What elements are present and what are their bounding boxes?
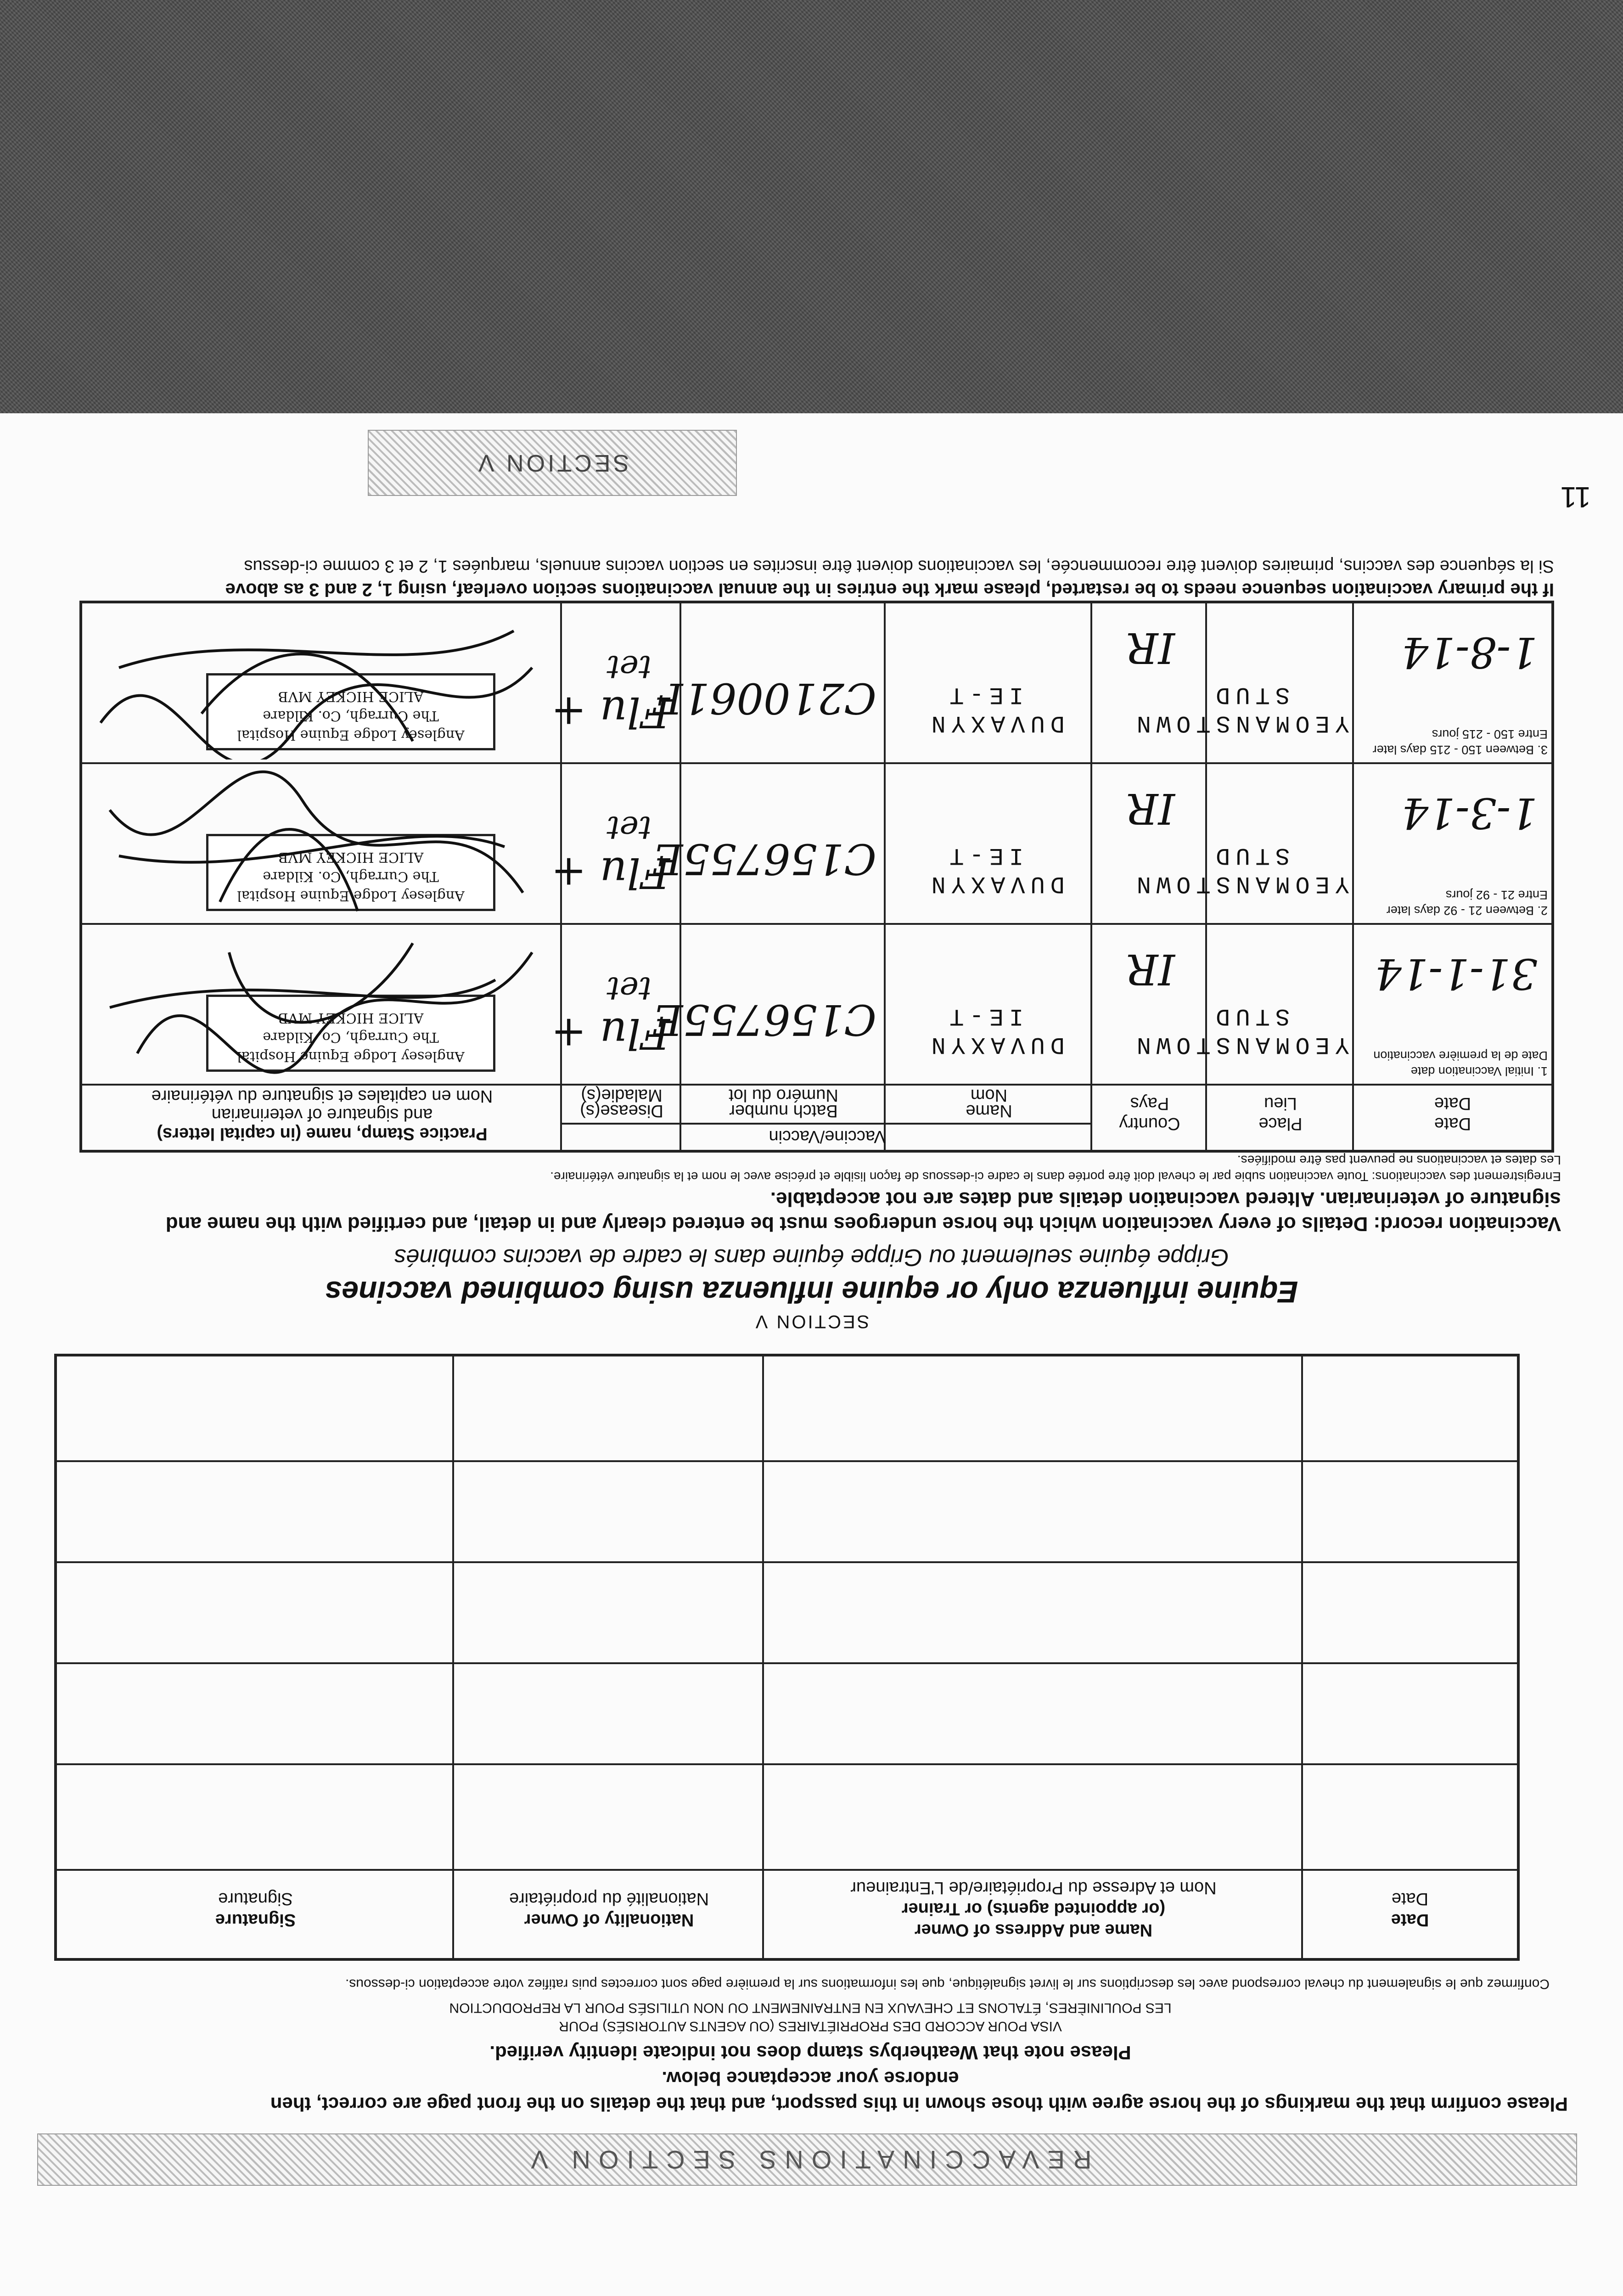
stamp-line-2: The Curragh, Co. Kildare bbox=[263, 708, 439, 724]
revaccinations-banner-text: SECTION V bbox=[475, 450, 629, 476]
vaccination-table bbox=[79, 601, 1554, 1153]
place-line-2: STUD bbox=[1210, 1002, 1290, 1030]
header-name-fr: Nom bbox=[970, 1086, 1008, 1105]
place-line-2: STUD bbox=[1210, 842, 1290, 869]
country: IR bbox=[1126, 784, 1175, 833]
header-banner-text: REVACCINATIONS SECTION V bbox=[522, 2145, 1092, 2174]
row-label: 1. Initial Vaccination date bbox=[1410, 1064, 1548, 1078]
header-disease: Disease(s) bbox=[580, 1101, 663, 1120]
footer-line-2: Si la séquence des vaccins, primaires doivent être recommencée, les vaccinations doivent être inscrites en section vaccins annuels, marquées 1, 2 et 3 comme ci-dessus bbox=[244, 557, 1554, 576]
vaccination-date: 1-8-14 bbox=[1401, 628, 1538, 677]
row-divider bbox=[82, 762, 1551, 764]
batch-number: C156755E bbox=[652, 995, 876, 1044]
section-note-1: Vaccination record: Details of every vaccination which the horse undergoes must be entered clearly and in detail, and certified with the name and bbox=[165, 1213, 1561, 1235]
footer-line-1: If the primary vaccination sequence needs to be restarted, please mark the entries in the annual vaccinations section overleaf, using 1, 2 and 3 as above bbox=[225, 580, 1554, 600]
disease-2: tet bbox=[607, 970, 651, 1007]
section-label: SECTION V bbox=[753, 1311, 870, 1332]
place-line-1: YEOMANSTOWN bbox=[1131, 709, 1349, 737]
stamp-line-2: The Curragh, Co. Kildare bbox=[263, 1029, 439, 1045]
header-date-fr: Date bbox=[1391, 1889, 1429, 1908]
header-date: Date bbox=[1434, 1114, 1471, 1133]
stamp-line-3: ALICE HICKEY MVB bbox=[278, 688, 424, 704]
intro-line-3: Please note that Weatherbys stamp does not indicate identity verified. bbox=[489, 2042, 1131, 2064]
header-disease-fr: Maladie(s) bbox=[581, 1086, 663, 1105]
ownership-table bbox=[54, 1354, 1520, 1961]
stamp-line-1: Anglesey Lodge Equine Hospital bbox=[237, 888, 465, 904]
row-divider bbox=[57, 1869, 1517, 1871]
header-batch: Batch number bbox=[729, 1101, 838, 1120]
header-date-fr: Date bbox=[1434, 1094, 1471, 1113]
vaccination-date: 1-3-14 bbox=[1401, 788, 1538, 838]
header-stamp-fr: Nom en capitales et signature du vétérinaire bbox=[151, 1086, 493, 1106]
batch-number: C156755E bbox=[652, 834, 876, 884]
country: IR bbox=[1126, 623, 1175, 672]
section-subtitle: Grippe équine seulement ou Grippe équine dans le cadre de vaccins combinés bbox=[394, 1244, 1229, 1271]
section-note-2: signature of veterinarian. Altered vaccination details and dates are not acceptable. bbox=[770, 1188, 1561, 1210]
page-number: 11 bbox=[1560, 481, 1591, 514]
col-divider bbox=[1352, 603, 1354, 1150]
header-owner: Name and Address of Owner bbox=[914, 1920, 1153, 1940]
header-name: Name bbox=[966, 1101, 1012, 1120]
revaccinations-banner bbox=[368, 430, 737, 496]
shaded-photocopy-region bbox=[0, 0, 1623, 413]
header-nationality-fr: Nationalité du propriétaire bbox=[509, 1889, 709, 1908]
header-stamp: Practice Stamp, name (in capital letters) bbox=[157, 1124, 488, 1143]
stamp-line-3: ALICE HICKEY MVB bbox=[278, 849, 424, 865]
col-divider bbox=[762, 1356, 764, 1958]
disease-1: Flu + bbox=[551, 848, 670, 897]
header-owner-fr: Nom et Adresse du Propriétaire/de L'Entraineur bbox=[850, 1878, 1217, 1897]
place-line-2: STUD bbox=[1210, 681, 1290, 708]
section-title: Equine influenza only or equine influenza using combined vaccines bbox=[325, 1275, 1298, 1309]
row-label: 2. Between 21 - 92 days later bbox=[1386, 904, 1548, 917]
stamp-line-3: ALICE HICKEY MVB bbox=[278, 1010, 424, 1026]
intro-line-1: Please confirm that the markings of the horse agree with those shown in this passport, and that the details on the front page are correct, then bbox=[270, 2093, 1568, 2115]
row-divider bbox=[57, 1763, 1517, 1765]
vaccine-name-1: DUVAXYN bbox=[926, 709, 1065, 737]
header-owner-2: (or appointed agents) or Trainer bbox=[901, 1899, 1166, 1919]
row-divider bbox=[57, 1561, 1517, 1563]
disease-1: Flu + bbox=[551, 687, 670, 737]
vaccination-date: 31-1-14 bbox=[1375, 949, 1538, 998]
vaccine-name-2: IE-T bbox=[944, 681, 1023, 708]
header-country-fr: Pays bbox=[1130, 1094, 1169, 1113]
col-divider bbox=[452, 1356, 454, 1958]
header-date: Date bbox=[1391, 1910, 1429, 1930]
intro-fr-3: Confirmez que le signalement du cheval correspond avec les descriptions sur le livret signalétique, que les informations sur la première page sont correctes puis ratifiez votre acceptation ci-dessous. bbox=[345, 1976, 1550, 1992]
section-note-fr-2: Les dates et vaccinations ne peuvent pas être modifiées. bbox=[1237, 1153, 1561, 1167]
place-line-1: YEOMANSTOWN bbox=[1131, 1031, 1349, 1058]
row-divider bbox=[57, 1662, 1517, 1664]
intro-line-2: endorse your acceptance below. bbox=[662, 2068, 959, 2089]
header-place: Place bbox=[1258, 1114, 1303, 1133]
vet-signature bbox=[91, 929, 550, 1081]
stamp-line-1: Anglesey Lodge Equine Hospital bbox=[237, 727, 465, 743]
header-hatched-banner bbox=[37, 2133, 1577, 2186]
header-signature: Signature bbox=[215, 1910, 296, 1930]
col-divider bbox=[1301, 1356, 1303, 1958]
header-signature-fr: Signature bbox=[218, 1889, 293, 1908]
row-label-fr: Entre 21 - 92 jours bbox=[1445, 888, 1548, 902]
stamp-line-2: The Curragh, Co. Kildare bbox=[263, 868, 439, 884]
vet-signature bbox=[91, 769, 550, 920]
stamp-line-1: Anglesey Lodge Equine Hospital bbox=[237, 1048, 465, 1064]
intro-fr-1: VISA POUR ACCORD DES PROPRIÉTAIRES (OU AGENTS AUTORISÉS) POUR bbox=[559, 2019, 1062, 2034]
batch-number: C210061F bbox=[653, 674, 876, 723]
row-divider bbox=[82, 923, 1551, 925]
vaccine-name-2: IE-T bbox=[944, 842, 1023, 869]
vaccine-name-1: DUVAXYN bbox=[926, 1031, 1065, 1058]
col-divider bbox=[1090, 603, 1092, 1150]
header-batch-fr: Numéro du lot bbox=[729, 1086, 838, 1105]
section-note-fr-1: Enregistrement des vaccinations: Toute vaccination subie par le cheval doit être portée dans le cadre ci-dessous de façon lisible et précise avec le nom et la signature vétérinaire. bbox=[550, 1170, 1561, 1184]
disease-2: tet bbox=[607, 809, 651, 847]
country: IR bbox=[1126, 945, 1175, 994]
col-divider bbox=[884, 603, 886, 1150]
header-country: Country bbox=[1119, 1114, 1180, 1133]
disease-1: Flu + bbox=[551, 1009, 670, 1058]
header-stamp-2: and signature of veterinarian bbox=[211, 1105, 433, 1124]
header-vaccine-group: Vaccine/Vaccin bbox=[769, 1127, 886, 1146]
vet-signature bbox=[91, 608, 550, 760]
place-line-1: YEOMANSTOWN bbox=[1131, 870, 1349, 897]
header-place-fr: Lieu bbox=[1264, 1094, 1297, 1113]
vaccine-name-1: DUVAXYN bbox=[926, 870, 1065, 897]
row-divider bbox=[57, 1460, 1517, 1462]
row-label-fr: Date de la première vaccination bbox=[1373, 1049, 1548, 1063]
disease-2: tet bbox=[607, 648, 651, 686]
vaccine-group-header bbox=[562, 1123, 1092, 1150]
intro-fr-2: LES POULINIÈRES, ÉTALONS ET CHEVAUX EN ENTRAINEMENT OU NON UTILISÉS POUR LA REPRODUCTION bbox=[449, 2000, 1172, 2015]
vaccine-name-2: IE-T bbox=[944, 1002, 1023, 1030]
header-nationality: Nationality of Owner bbox=[524, 1910, 694, 1930]
row-label-fr: Entre 150 - 215 jours bbox=[1432, 727, 1548, 741]
row-label: 3. Between 150 - 215 days later bbox=[1372, 743, 1548, 757]
